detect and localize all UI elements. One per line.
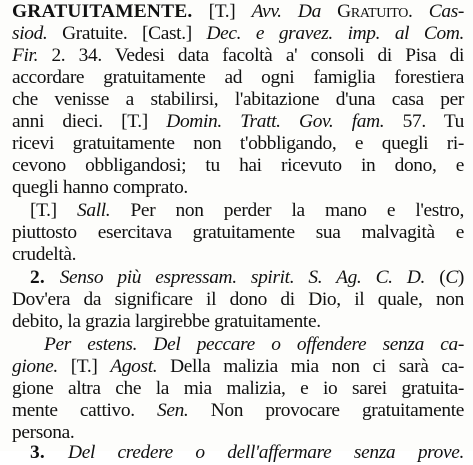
part-of-speech: Avv. Da bbox=[251, 1, 338, 22]
source-tag: [T.] bbox=[30, 200, 77, 221]
text-line-17 bbox=[12, 356, 464, 379]
text-segment: ricevi gratuitamente non t'obbligando, e quegli ri- bbox=[12, 133, 464, 154]
text-segment: Non provocare gratuitamente bbox=[188, 400, 464, 421]
headword: GRATUITAMENTE. bbox=[12, 1, 193, 22]
text-segment: C bbox=[445, 267, 458, 288]
text-line-16 bbox=[44, 334, 464, 357]
citation-author: Cas- bbox=[428, 1, 464, 22]
text-line-21 bbox=[30, 442, 464, 465]
citation-author: Agost. bbox=[110, 356, 158, 377]
text-line-5 bbox=[12, 89, 464, 112]
text-segment: Gratuite. [Cast.] bbox=[47, 23, 207, 44]
sense-definition: Del credere o dell'affermare senza prove. bbox=[68, 442, 464, 463]
citation-author: Sall. bbox=[77, 200, 111, 221]
text-line-15 bbox=[12, 311, 464, 334]
text-line-19 bbox=[12, 400, 464, 423]
text-line-12 bbox=[12, 244, 464, 267]
text-segment: persona. bbox=[12, 422, 75, 443]
text-segment: gione altra che la mia malizia, e io sarei gratuita- bbox=[12, 378, 464, 399]
sense-definition: gione. bbox=[12, 356, 58, 377]
text-line-11 bbox=[12, 222, 464, 245]
text-line-8 bbox=[12, 155, 464, 178]
text-segment: che venisse a stabilirsi, l'abitazione d'una casa per bbox=[12, 89, 464, 110]
text-line-10 bbox=[30, 200, 464, 223]
citation-author: Sen. bbox=[156, 400, 189, 421]
citation-source: Dec. e gravez. imp. al Com. bbox=[206, 23, 464, 44]
text-line-14 bbox=[12, 289, 464, 312]
text-segment: quegli hanno comprato. bbox=[12, 177, 188, 198]
text-segment: 2. 34. Vedesi data facoltà a' consoli di Pisa di bbox=[38, 45, 464, 66]
text-line-18 bbox=[12, 378, 464, 401]
citation-source: Domin. Tratt. Gov. fam. bbox=[166, 111, 385, 132]
sense-definition: Senso più espressam. spirit. S. Ag. C. D. bbox=[59, 267, 426, 288]
text-line-3 bbox=[12, 45, 464, 68]
text-line-7 bbox=[12, 133, 464, 156]
text-segment: accordare gratuitamente ad ogni famiglia forestiera bbox=[12, 67, 464, 88]
text-segment: debito, la grazia largirebbe gratuitamente. bbox=[12, 311, 321, 332]
text-segment: anni dieci. [T.] bbox=[12, 111, 167, 132]
text-segment: mente cattivo. bbox=[12, 400, 157, 421]
text-line-13 bbox=[30, 267, 464, 290]
sense-number: 3. bbox=[30, 442, 69, 463]
root-word: Gratuito bbox=[337, 1, 409, 22]
text-segment: . bbox=[408, 1, 429, 22]
text-segment: piuttosto esercitava gratuitamente sua malvagità e bbox=[12, 222, 464, 243]
text-line-1 bbox=[12, 1, 464, 24]
source-tag: [T.] bbox=[192, 1, 252, 22]
text-segment: Dov'era da significare il dono di Dio, il quale, non bbox=[12, 289, 464, 310]
text-line-6 bbox=[12, 111, 464, 134]
sense-number: 2. bbox=[30, 267, 60, 288]
text-segment: cevono obbligandosi; tu hai ricevuto in dono, e bbox=[12, 155, 464, 176]
text-segment: ( bbox=[425, 267, 446, 288]
text-segment: Per non perder la mano e l'estro, bbox=[110, 200, 464, 221]
text-line-9 bbox=[12, 177, 464, 200]
citation-author: siod. bbox=[12, 23, 48, 44]
sense-definition: Per estens. Del peccare o offendere senza ca- bbox=[44, 334, 464, 355]
text-segment: Della malizia mia non ci sarà ca- bbox=[157, 356, 464, 377]
text-line-2 bbox=[12, 23, 464, 46]
text-segment: ) bbox=[457, 267, 465, 288]
text-segment: crudeltà. bbox=[12, 244, 77, 265]
text-segment: 57. Tu bbox=[384, 111, 464, 132]
text-line-4 bbox=[12, 67, 464, 90]
citation-source: Fir. bbox=[12, 45, 39, 66]
source-tag: [T.] bbox=[57, 356, 111, 377]
